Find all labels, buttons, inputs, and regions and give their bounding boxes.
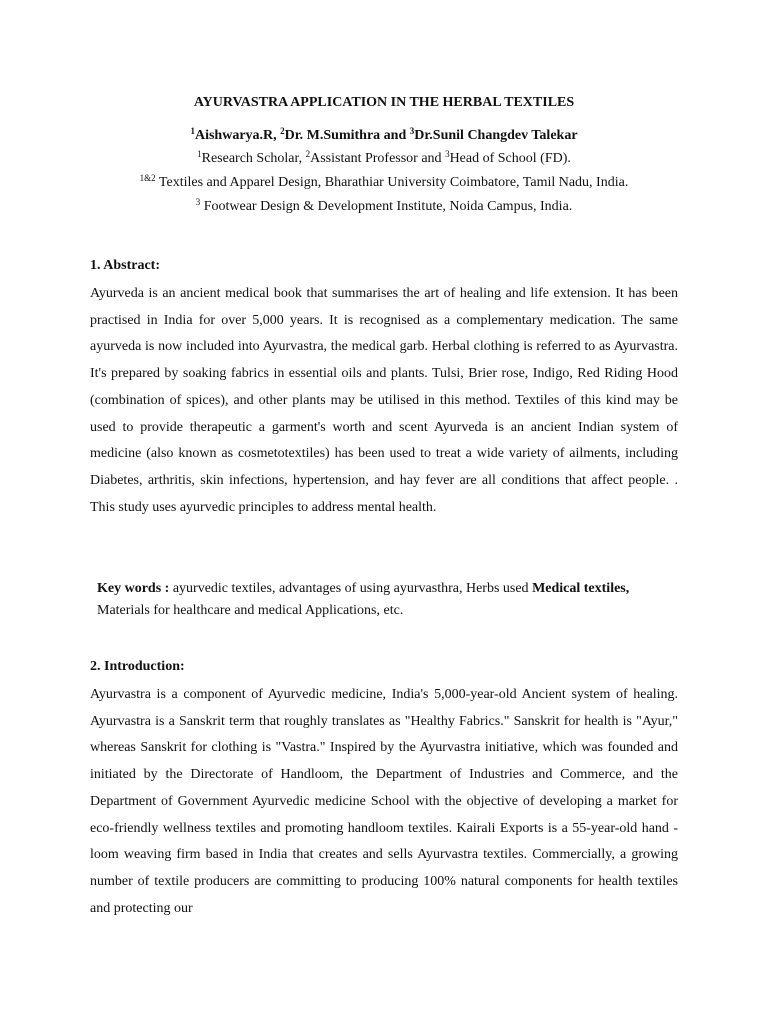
keywords-emphasis: Medical textiles, bbox=[532, 581, 630, 596]
keywords-tail: Materials for healthcare and medical Applications, etc. bbox=[97, 603, 404, 618]
author-2-superscript: 2 bbox=[280, 126, 285, 136]
abstract-paragraph: Ayurveda is an ancient medical book that summarises the art of healing and life extension. It has been practised in India for over 5,000 years. It is recognised as a complementary medication. The same ayurveda is now included into Ayurvastra, the medical garb. Herbal clothing is referred to as Ayurvastra. It's prepared by soaking fabrics in essential oils and plants. Tulsi, Brier rose, Indigo, Red Riding Hood (combination of spices), and other plants may be utilised in this method. Textiles of this kind may be used to provide therapeutic a garment's worth and scent Ayurveda is an ancient Indian system of medicine (also known as cosmetotextiles) has been used to treat a wide variety of ailments, including Diabetes, arthritis, skin infections, hypertension, and hay fever are all conditions that affect people. . This study uses ayurvedic principles to address mental health. bbox=[90, 286, 678, 515]
author-1-superscript: 1 bbox=[190, 126, 195, 136]
keywords-label: Key words : bbox=[97, 581, 173, 596]
role-2-superscript: 2 bbox=[305, 149, 311, 159]
affiliation-1-2 bbox=[0, 174, 768, 192]
keywords-block bbox=[97, 578, 697, 622]
introduction-paragraph: Ayurvastra is a component of Ayurvedic medicine, India's 5,000-year-old Ancient system of healing. Ayurvastra is a Sanskrit term that roughly translates as "Healthy Fabrics." Sanskrit for health is "Ayur," whereas Sanskrit for clothing is "Vastra." Inspired by the Ayurvastra initiative, which was founded and initiated by the Directorate of Handloom, the Department of Industries and Commerce, and the Department of Government Ayurvedic medicine School with the objective of developing a market for eco-friendly wellness textiles and promoting handloom textiles. Kairali Exports is a 55-year-old hand - loom weaving firm based in India that creates and sells Ayurvastra textiles. Commercially, a growing number of textile producers are committing to producing 100% natural components for health textiles and protecting our bbox=[90, 687, 678, 916]
paper-title: AYURVASTRA APPLICATION IN THE HERBAL TEXTILES bbox=[193, 95, 575, 110]
affiliation-1-2-text: Textiles and Apparel Design, Bharathiar University Coimbatore, Tamil Nadu, India. bbox=[155, 175, 629, 190]
author-3-name: Dr.Sunil Changdev Talekar bbox=[414, 128, 578, 143]
affiliation-3-superscript: 3 bbox=[195, 197, 201, 207]
role-3-superscript: 3 bbox=[445, 149, 450, 159]
role-2-text: Assistant Professor and bbox=[310, 151, 446, 166]
role-1-superscript: 1 bbox=[197, 149, 202, 159]
author-roles-line bbox=[0, 150, 768, 168]
affiliation-1-2-superscript: 1&2 bbox=[139, 173, 156, 183]
keywords-text: ayurvedic textiles, advantages of using ayurvasthra, Herbs used bbox=[172, 581, 533, 596]
author-2-name: Dr. M.Sumithra and bbox=[284, 128, 410, 143]
affiliation-3 bbox=[0, 198, 768, 216]
role-3-text: Head of School (FD). bbox=[449, 151, 571, 166]
role-1-text: Research Scholar, bbox=[201, 151, 306, 166]
author-1-name: Aishwarya.R, bbox=[194, 128, 281, 143]
abstract-heading: 1. Abstract: bbox=[90, 258, 160, 273]
affiliation-3-text: Footwear Design & Development Institute, Noida Campus, India. bbox=[200, 199, 573, 214]
introduction-heading: 2. Introduction: bbox=[90, 659, 185, 674]
author-list bbox=[0, 127, 768, 145]
author-3-superscript: 3 bbox=[409, 126, 415, 136]
